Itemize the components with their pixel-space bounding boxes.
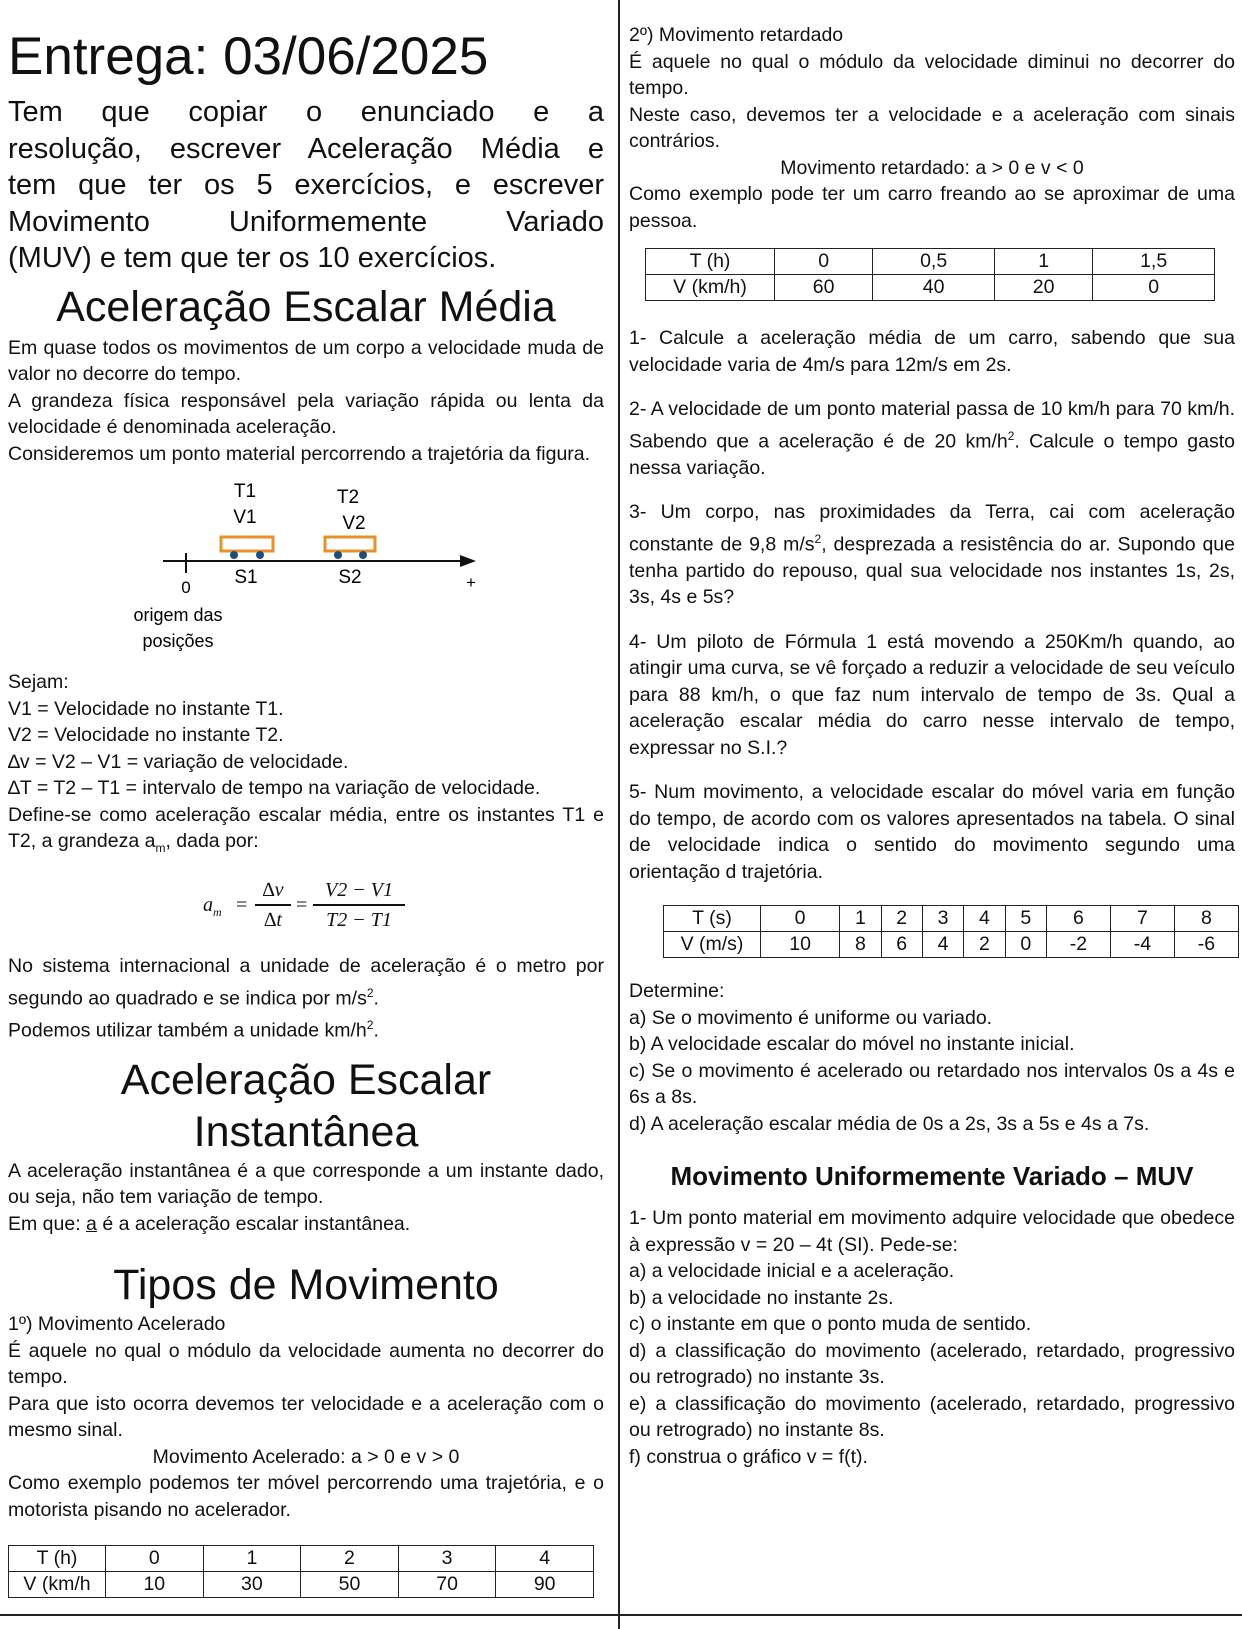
section-title-instantanea: Aceleração Escalar Instantânea — [120, 1055, 492, 1156]
section-title-tipos: Tipos de Movimento — [113, 1261, 499, 1310]
media-paragraph-1: Em quase todos os movimentos de um corpo a velocidade muda de valor no decorre do tempo. — [8, 336, 604, 385]
muv-item-b: b) a velocidade no instante 2s. — [629, 1286, 894, 1309]
table-cell: V (m/s) — [664, 932, 761, 958]
fig-label-t2: T2 — [336, 487, 360, 508]
definition-delta-t: ∆T = T2 – T1 = intervalo de tempo na variação de velocidade. — [8, 777, 541, 799]
kmh-unit-paragraph: Podemos utilizar também a unidade $km/h^2$. — [8, 1017, 379, 1042]
retardado-paragraph-2: Neste caso, devemos ter a velocidade e a aceleração com sinais contrários. — [629, 103, 1235, 152]
table-cell: 50 — [301, 1572, 399, 1598]
intro-line-2: resolução, escrever Aceleração Média e — [8, 132, 604, 165]
definition-v1: V1 = Velocidade no instante T1. — [8, 697, 284, 720]
table-cell: 0 — [1093, 275, 1215, 301]
formula: $a_m$ = ∆v ∆t = V2 − V1 T2 − T1 — [8, 861, 604, 953]
table-cell: 1,5 — [1093, 249, 1215, 275]
exercise-5-table — [663, 905, 1239, 958]
acelerado-table — [8, 1545, 594, 1598]
left-column — [8, 0, 604, 1598]
table-cell: 0 — [761, 906, 840, 932]
table-cell: 8 — [840, 932, 881, 958]
vehicle-2 — [325, 537, 375, 551]
table-cell: 1 — [994, 249, 1092, 275]
intro-line-5: (MUV) e tem que ter os 10 exercícios. — [8, 242, 497, 274]
sejam-label: Sejam: — [8, 671, 69, 693]
table-cell: 10 — [106, 1572, 204, 1598]
muv-item-d: d) a classificação do movimento (acelerado, retardado, progressivo ou retrogrado) no instante 3s. — [629, 1339, 1235, 1388]
table-cell: -6 — [1174, 932, 1238, 958]
determine-item-c: c) Se o movimento é acelerado ou retardado nos intervalos 0s a 4s e 6s a 8s. — [629, 1059, 1235, 1108]
exercise-1: 1- Calcule a aceleração média de um carro, sabendo que sua velocidade varia de 4m/s para 12m/s em 2s. — [629, 327, 1235, 376]
page-bottom-rule — [0, 1614, 1242, 1616]
vehicle-1 — [221, 537, 273, 551]
table-cell: 30 — [203, 1572, 301, 1598]
table-cell: 4 — [922, 932, 963, 958]
determine-item-b: b) A velocidade escalar do móvel no instante inicial. — [629, 1033, 1075, 1055]
muv-item-a: a) a velocidade inicial e a aceleração. — [629, 1260, 955, 1282]
table-cell: 0 — [775, 249, 873, 275]
definition-v2: V2 = Velocidade no instante T2. — [8, 724, 284, 746]
trajectory-figure — [8, 473, 604, 669]
column-divider — [618, 0, 620, 1629]
retardado-title: 2º) Movimento retardado — [629, 24, 844, 46]
intro-line-3: tem que ter os 5 exercícios, e escrever — [8, 169, 604, 201]
table-cell: 2 — [964, 932, 1005, 958]
right-column — [629, 0, 1235, 1470]
table-cell: -2 — [1046, 932, 1110, 958]
instantanea-paragraph-2: Em que: a é a aceleração escalar instantânea. — [8, 1212, 411, 1235]
definition-paragraph: Define-se como aceleração escalar média, entre os instantes T1 e T2, a grandeza $a_m$, dada por: — [8, 803, 604, 855]
table-cell: -4 — [1110, 932, 1174, 958]
table-row — [646, 275, 1215, 301]
table-row — [9, 1572, 594, 1598]
determine-label: Determine: — [629, 980, 725, 1002]
wheel-2b — [359, 551, 367, 559]
table-cell: 1 — [840, 906, 881, 932]
exercise-3: 3- Um corpo, nas proximidades da Terra, cai com aceleração constante de 9,8 $m/s^2$, desprezada a resistência do ar. Supondo que tenha partido do repouso, qual sua velocidade nos instantes 1s, 2s, 3s, 4s e 5s? — [629, 501, 1235, 608]
instantanea-paragraph-1: A aceleração instantânea é a que corresponde a um instante dado, ou seja, não tem variação de tempo. — [8, 1159, 604, 1209]
table-cell: T (s) — [664, 906, 761, 932]
determine-item-a: a) Se o movimento é uniforme ou variado. — [629, 1006, 993, 1029]
si-unit-paragraph: No sistema internacional a unidade de aceleração é o metro por segundo ao quadrado e se indica por $m/s^2$. — [8, 955, 604, 1010]
table-cell: 60 — [775, 275, 873, 301]
muv-item-c: c) o instante em que o ponto muda de sentido. — [629, 1313, 1032, 1335]
retardado-condition: Movimento retardado: a > 0 e v < 0 — [780, 156, 1084, 179]
table-row — [664, 932, 1239, 958]
fig-label-zero: 0 — [181, 578, 191, 597]
table-cell: 1 — [203, 1546, 301, 1572]
exercise-2: 2- A velocidade de um ponto material passa de 10 km/h para 70 km/h. Sabendo que a aceleração é de 20 $km/h^2$. Calcule o tempo gasto nessa variação. — [629, 398, 1235, 479]
wheel-2a — [334, 551, 342, 559]
table-cell: 40 — [873, 275, 995, 301]
acelerado-condition: Movimento Acelerado: a > 0 e v > 0 — [152, 1445, 460, 1468]
fig-origin-line-2: posições — [142, 631, 214, 651]
table-row — [664, 906, 1239, 932]
wheel-1b — [256, 551, 264, 559]
table-cell: 3 — [398, 1546, 496, 1572]
table-cell: T (h) — [646, 249, 775, 275]
acelerado-title: 1º) Movimento Acelerado — [8, 1313, 226, 1336]
deadline-heading: Entrega: 03/06/2025 — [8, 27, 489, 86]
intro-line-1: Tem que copiar o enunciado e a — [8, 96, 604, 128]
axis-arrowhead — [460, 555, 476, 567]
muv-title: Movimento Uniformemente Variado – MUV — [670, 1161, 1194, 1191]
table-cell: 2 — [881, 906, 922, 932]
fig-origin-line-1: origem das — [133, 605, 223, 625]
definition-delta-v: ∆v = V2 – V1 = variação de velocidade. — [8, 750, 349, 773]
table-cell: 10 — [761, 932, 840, 958]
fig-label-s2: S2 — [338, 567, 362, 588]
acelerado-paragraph-1: É aquele no qual o módulo da velocidade aumenta no decorrer do tempo. — [8, 1339, 604, 1389]
wheel-1a — [230, 551, 238, 559]
determine-item-d: d) A aceleração escalar média de 0s a 2s, 3s a 5s e 4s a 7s. — [629, 1112, 1150, 1135]
table-cell: 4 — [496, 1546, 594, 1572]
table-cell: 0 — [106, 1546, 204, 1572]
muv-exercise-1: 1- Um ponto material em movimento adquire velocidade que obedece à expressão v = 20 – 4t (SI). Pede-se: — [629, 1207, 1235, 1256]
table-cell: 5 — [1005, 906, 1046, 932]
table-cell: 0 — [1005, 932, 1046, 958]
table-cell: T (h) — [9, 1546, 106, 1572]
table-cell: 3 — [922, 906, 963, 932]
muv-item-e: e) a classificação do movimento (acelerado, retardado, progressivo ou retrogrado) no instante 8s. — [629, 1392, 1235, 1441]
fig-label-v1: V1 — [233, 507, 257, 528]
retardado-paragraph-3: Como exemplo pode ter um carro freando ao se aproximar de uma pessoa. — [629, 183, 1235, 232]
intro-line-4: Movimento Uniformemente Variado — [8, 205, 604, 238]
fig-label-v2: V2 — [342, 513, 366, 534]
exercise-4: 4- Um piloto de Fórmula 1 está movendo a 250Km/h quando, ao atingir uma curva, se vê forçado a reduzir a velocidade de seu veículo para 88 km/h, o que faz num intervalo de tempo de 3s. Qual a aceleração escalar média do carro nesse intervalo de tempo, expressar no S.I.? — [629, 630, 1235, 759]
section-title-media: Aceleração Escalar Média — [56, 282, 556, 331]
media-paragraph-3: Consideremos um ponto material percorrendo a trajetória da figura. — [8, 442, 591, 465]
table-cell: V (km/h) — [646, 275, 775, 301]
retardado-paragraph-1: É aquele no qual o módulo da velocidade diminui no decorrer do tempo. — [629, 50, 1235, 99]
table-row — [9, 1546, 594, 1572]
table-cell: 0,5 — [873, 249, 995, 275]
acelerado-paragraph-3: Como exemplo podemos ter móvel percorrendo uma trajetória, e o motorista pisando no acelerador. — [8, 1472, 604, 1521]
table-cell: 6 — [881, 932, 922, 958]
table-row — [646, 249, 1215, 275]
fig-label-t1: T1 — [233, 481, 257, 502]
fig-label-plus: + — [466, 573, 476, 592]
table-cell: 8 — [1174, 906, 1238, 932]
retardado-table — [645, 248, 1215, 301]
table-cell: 4 — [964, 906, 1005, 932]
table-cell: 2 — [301, 1546, 399, 1572]
table-cell: V (km/h — [9, 1572, 106, 1598]
media-paragraph-2: A grandeza física responsável pela variação rápida ou lenta da velocidade é denominada aceleração. — [8, 389, 604, 438]
muv-item-f: f) construa o gráfico v = f(t). — [629, 1445, 868, 1468]
exercise-5: 5- Num movimento, a velocidade escalar do móvel varia em função do tempo, de acordo com os valores apresentados na tabela. O sinal de velocidade indica o sentido do movimento segundo uma orientação d trajetória. — [629, 781, 1235, 883]
table-cell: 6 — [1046, 906, 1110, 932]
table-cell: 70 — [398, 1572, 496, 1598]
table-cell: 20 — [994, 275, 1092, 301]
acelerado-paragraph-2: Para que isto ocorra devemos ter velocidade e a aceleração com o mesmo sinal. — [8, 1392, 604, 1442]
fig-label-s1: S1 — [234, 567, 258, 588]
table-cell: 7 — [1110, 906, 1174, 932]
table-cell: 90 — [496, 1572, 594, 1598]
